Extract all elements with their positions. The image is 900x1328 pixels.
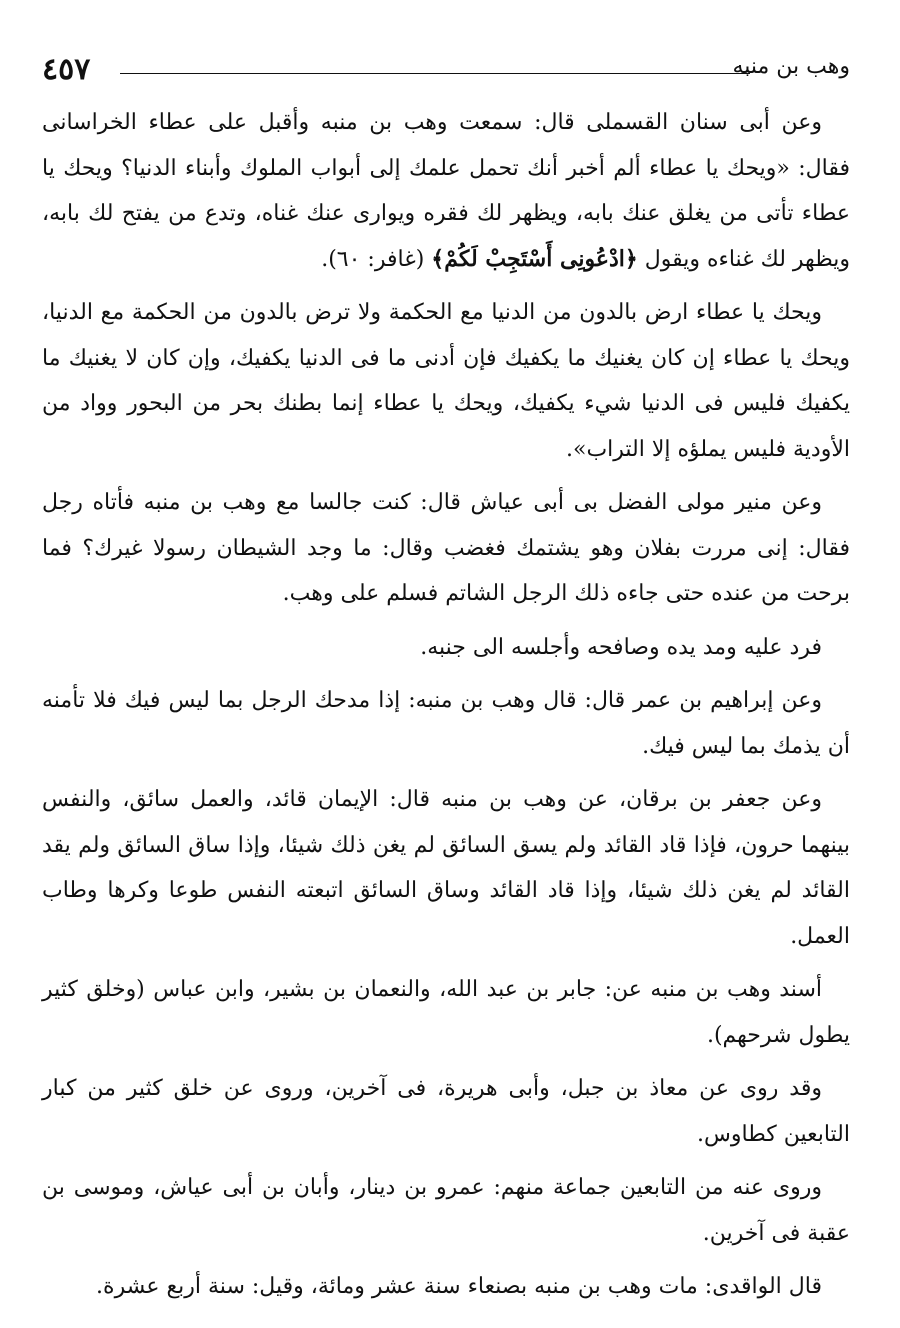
paragraph: وروى عنه من التابعين جماعة منهم: عمرو بن دينار، وأبان بن أبى عياش، وموسى بن عقبة فى آخرين.	[42, 1175, 850, 1246]
paragraph: قال الواقدى: مات وهب بن منبه بصنعاء سنة عشر ومائة، وقيل: سنة أربع عشرة.	[96, 1274, 822, 1299]
running-title: وهب بن منبه	[732, 54, 850, 79]
paragraph	[42, 100, 850, 282]
quran-verse: ﴿ادْعُونِى أَسْتَجِبْ لَكُمْ﴾	[431, 245, 638, 272]
body-text	[42, 100, 850, 1310]
paragraph: وقد روى عن معاذ بن جبل، وأبى هريرة، فى آخرين، وروى عن خلق كثير من كبار التابعين كطاوس.	[42, 1076, 850, 1147]
paragraph: أسند وهب بن منبه عن: جابر بن عبد الله، والنعمان بن بشير، وابن عباس (وخلق كثير يطول شرحهم).	[42, 977, 850, 1048]
page-number: ٤٥٧	[42, 52, 91, 87]
page-header	[42, 52, 850, 96]
paragraph: فرد عليه ومد يده وصافحه وأجلسه الى جنبه.	[420, 634, 822, 660]
paragraph: ويحك يا عطاء ارض بالدون من الدنيا مع الحكمة ولا ترض بالدون من الحكمة مع الدنيا، ويحك يا عطاء إن كان يغنيك ما يكفيك فإن أدنى ما فى الدنيا يكفيك، وإن كان لا يغنيك ما يكفيك فليس فى الدنيا شيء يكفيك، ويحك يا عطاء إنما بطنك بحر من البحور وواد من الأودية فليس يملؤه إلا التراب».	[42, 300, 850, 462]
paragraph: وعن إبراهيم بن عمر قال: قال وهب بن منبه: إذا مدحك الرجل بما ليس فيك فلا تأمنه أن يذمك بما ليس فيك.	[42, 688, 850, 759]
verse-citation: (غافر: ٦٠).	[321, 246, 425, 272]
header-rule	[120, 73, 750, 74]
paragraph: وعن جعفر بن برقان، عن وهب بن منبه قال: الإيمان قائد، والعمل سائق، والنفس بينهما حرون، فإذا قاد القائد ولم يسق السائق لم يغن ذلك شيئا، وإذا ساق السائق ولم يقد القائد لم يغن ذلك شيئا، وإذا قاد القائد وساق السائق اتبعته النفس طوعا وكرها وطاب العمل.	[42, 787, 850, 949]
paragraph-text: وعن أبى سنان القسملى قال: سمعت وهب بن منبه وأقبل على عطاء الخراسانى فقال: «ويحك يا عطاء ألم أخبر أنك تحمل علمك إلى أبواب الملوك وأبناء الدنيا؟ ويحك يا عطاء تأتى من يغلق عنك بابه، ويظهر لك فقره ويوارى عنك غناه، وتدع من يفتح لك بابه، ويظهر لك غناءه ويقول	[42, 110, 850, 272]
paragraph: وعن منير مولى الفضل بى أبى عياش قال: كنت جالسا مع وهب بن منبه فأتاه رجل فقال: إنى مررت بفلان وهو يشتمك فغضب وقال: ما وجد الشيطان رسولا غيرك؟ فما برحت من عنده حتى جاءه ذلك الرجل الشاتم فسلم على وهب.	[42, 490, 850, 606]
